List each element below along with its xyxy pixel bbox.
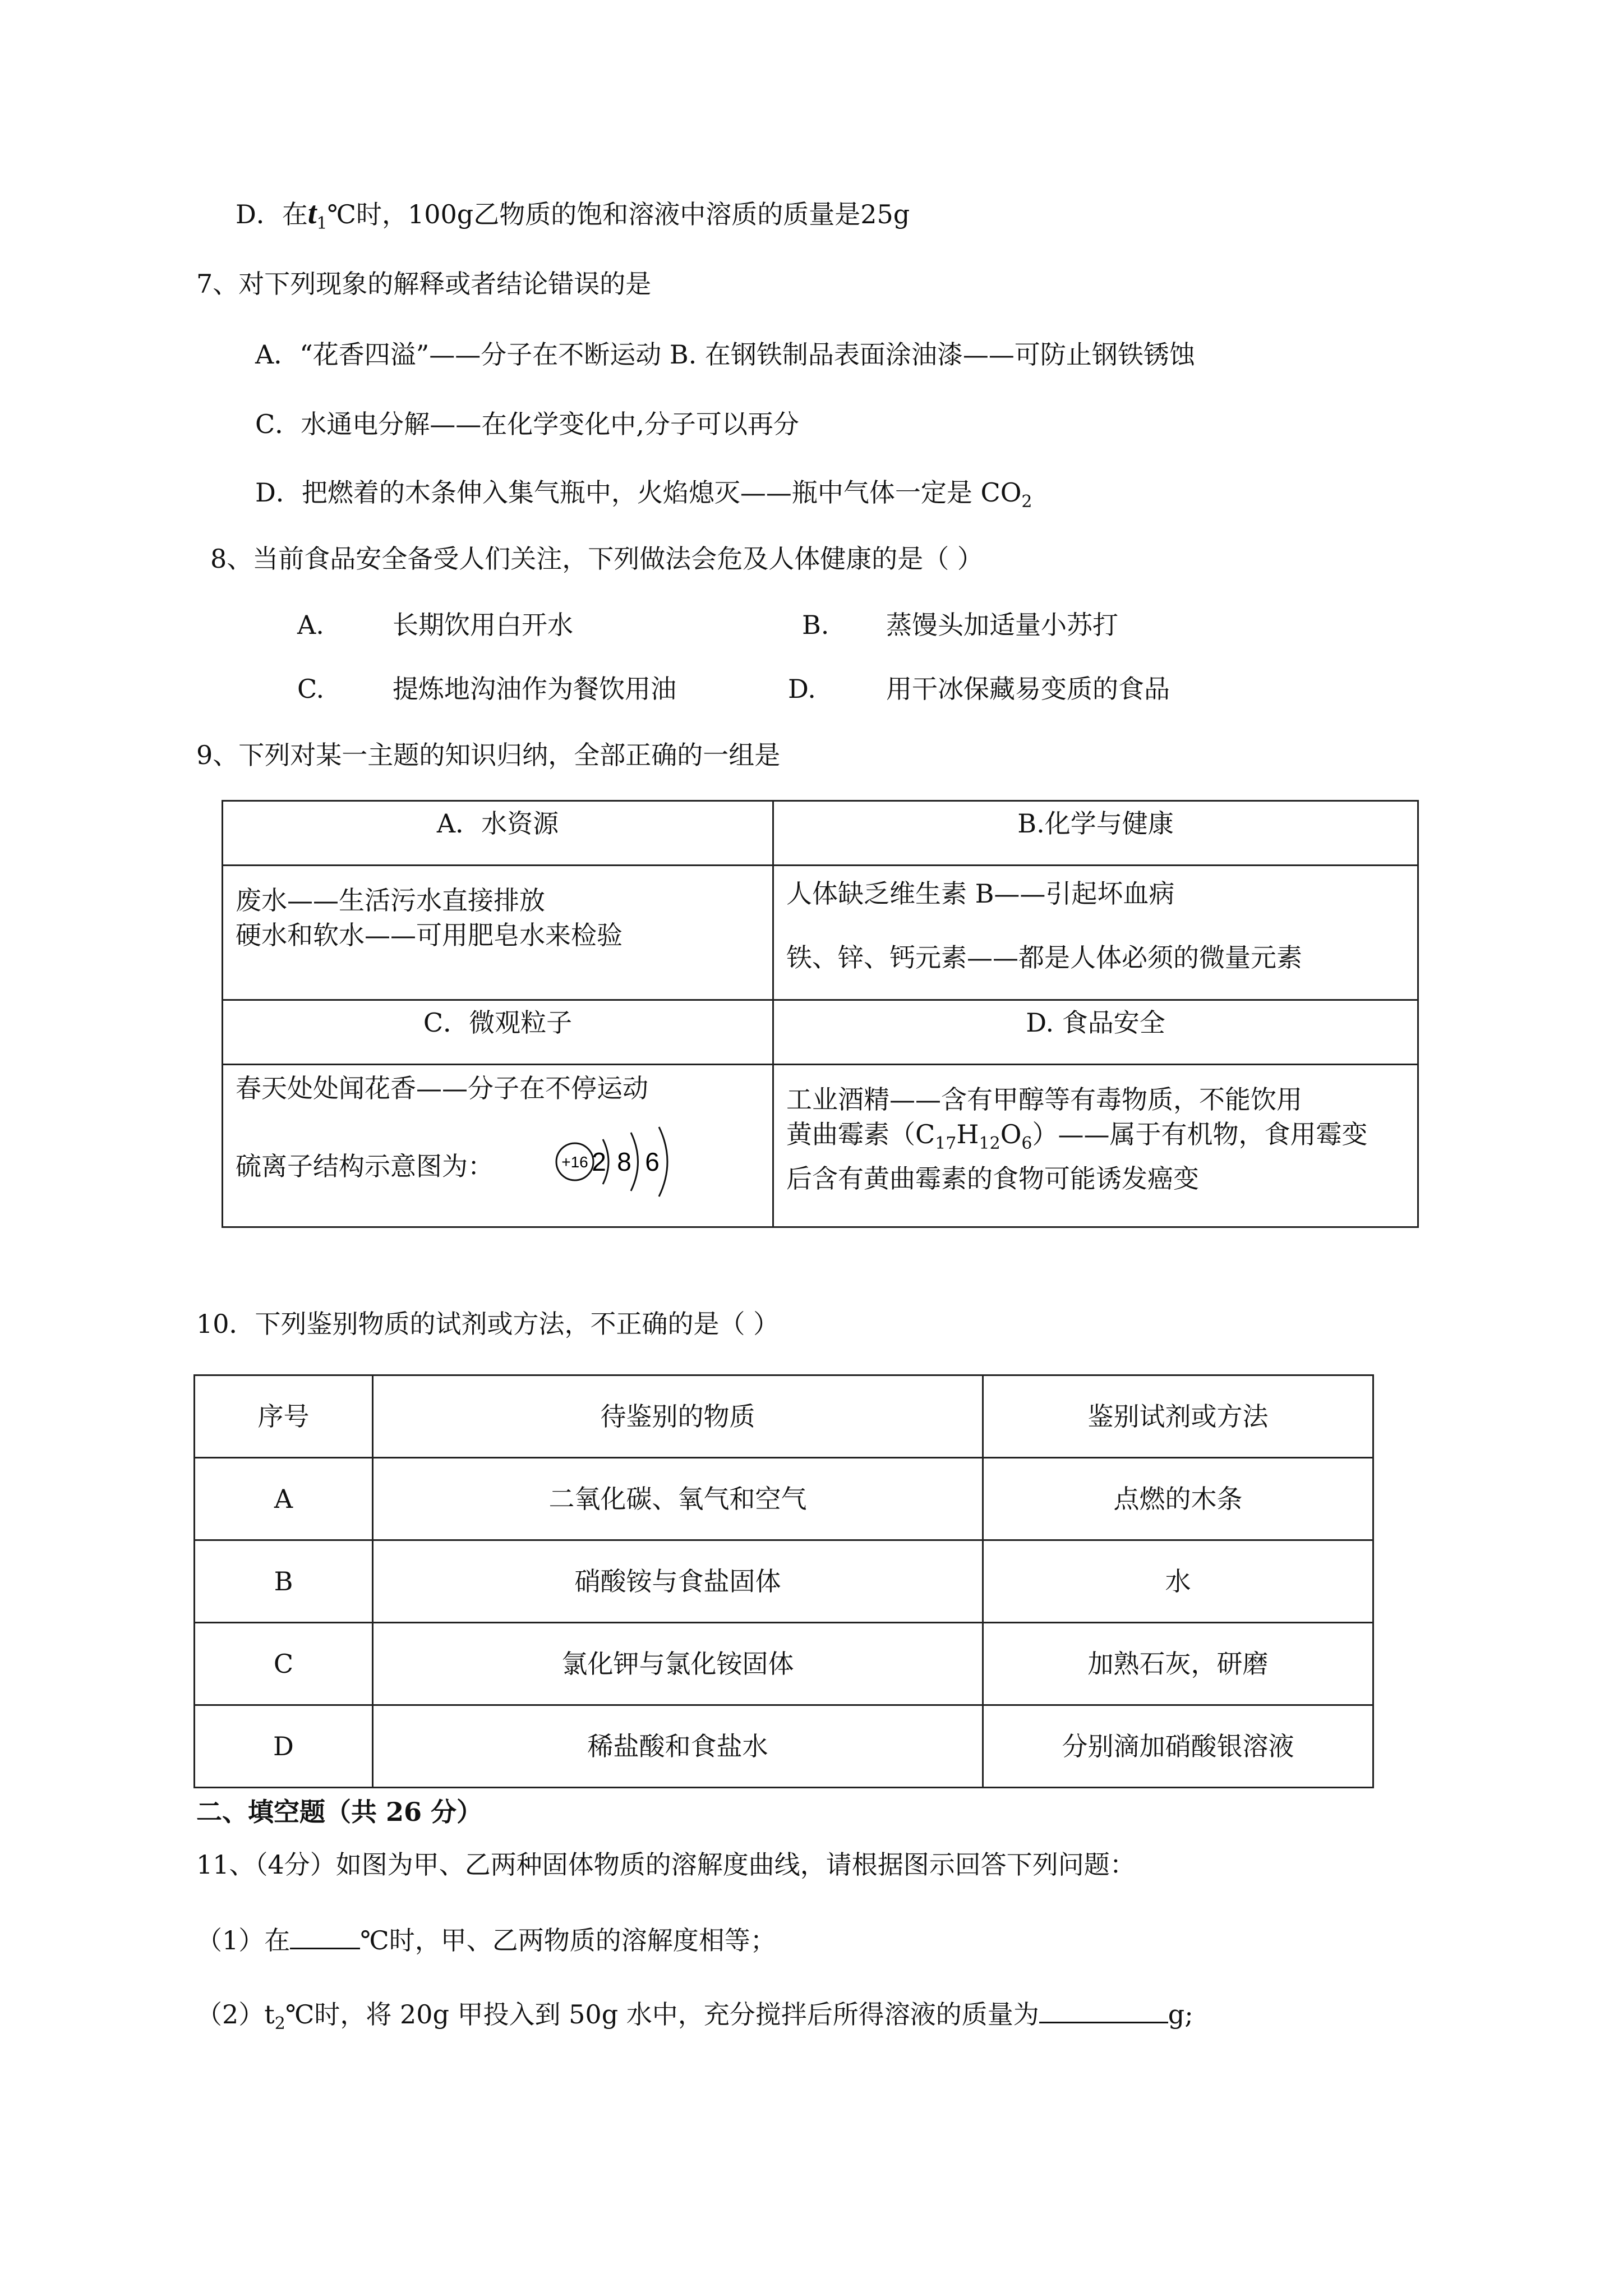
q11-p2-post: g; bbox=[1168, 1999, 1193, 2030]
q8-option-b-text: 蒸馒头加适量小苏打 bbox=[886, 610, 1118, 640]
q9-head-c: C．微观粒子 bbox=[223, 1000, 773, 1065]
q10-cell: 点燃的木条 bbox=[983, 1458, 1373, 1540]
q10-cell: B bbox=[195, 1540, 373, 1623]
q9-cell-c bbox=[223, 1065, 773, 1227]
q9-d-line2-sub3: 6 bbox=[1021, 1134, 1032, 1153]
q10-cell: 水 bbox=[983, 1540, 1373, 1623]
q11-part2 bbox=[196, 1997, 1193, 2041]
q9-d-line1: 工业酒精——含有甲醇等有毒物质，不能饮用 bbox=[786, 1084, 1302, 1115]
q10-header-substances: 待鉴别的物质 bbox=[373, 1375, 983, 1458]
q11-p1-blank[interactable] bbox=[290, 1923, 360, 1949]
q9-b-line2: 铁、锌、钙元素——都是人体必须的微量元素 bbox=[786, 942, 1302, 973]
q9-head-a: A．水资源 bbox=[223, 801, 773, 866]
q7-stem: 7、对下列现象的解释或者结论错误的是 bbox=[196, 269, 652, 299]
q10-cell: 氯化钾与氯化铵固体 bbox=[373, 1623, 983, 1705]
q8-option-d-label: D. bbox=[788, 674, 816, 704]
q9-table bbox=[222, 800, 1419, 1228]
atom-shell-2: 8 bbox=[617, 1147, 631, 1176]
q11-stem: 11、（4分）如图为甲、乙两种固体物质的溶解度曲线，请根据图示回答下列问题： bbox=[196, 1849, 1136, 1880]
q11-p2-sub: 2 bbox=[274, 2014, 285, 2033]
q10-cell: 二氧化碳、氧气和空气 bbox=[373, 1458, 983, 1540]
q9-a-line2: 硬水和软水——可用肥皂水来检验 bbox=[236, 920, 623, 950]
sulfur-ion-diagram bbox=[550, 1122, 695, 1209]
q9-c-line2 bbox=[236, 1122, 760, 1209]
q10-stem: 10．下列鉴别物质的试剂或方法，不正确的是（ ） bbox=[196, 1309, 780, 1339]
q10-cell: C bbox=[195, 1623, 373, 1705]
q10-cell: 硝酸铵与食盐固体 bbox=[373, 1540, 983, 1623]
q8-option-c-label: C. bbox=[297, 674, 325, 704]
q6-d-suffix: ℃时，100g乙物质的饱和溶液中溶质的质量是25g bbox=[327, 199, 910, 229]
q7-d-sub: 2 bbox=[1021, 492, 1032, 512]
q10-cell: D bbox=[195, 1705, 373, 1788]
q9-cell-d bbox=[773, 1065, 1418, 1227]
q8-option-b-label: B. bbox=[802, 610, 829, 640]
q8-stem: 8、当前食品安全备受人们关注，下列做法会危及人体健康的是（ ） bbox=[210, 544, 983, 574]
q10-cell: 加熟石灰，研磨 bbox=[983, 1623, 1373, 1705]
q9-d-line2-h: H bbox=[956, 1119, 979, 1149]
section-2-heading: 二、填空题（共 26 分） bbox=[196, 1797, 483, 1827]
q8-option-d-text: 用干冰保藏易变质的食品 bbox=[886, 674, 1170, 704]
table-row bbox=[195, 1458, 1373, 1540]
q9-c-line1: 春天处处闻花香——分子在不停运动 bbox=[236, 1073, 648, 1103]
q9-d-line2-sub2: 12 bbox=[979, 1134, 1000, 1153]
table-row bbox=[195, 1623, 1373, 1705]
atom-shell-3: 6 bbox=[645, 1147, 660, 1176]
q9-d-line2-post: ）——属于有机物，食用霉变 bbox=[1032, 1119, 1368, 1149]
q6-d-prefix: D．在 bbox=[236, 199, 308, 229]
q10-table bbox=[193, 1374, 1374, 1788]
q11-part1 bbox=[196, 1923, 776, 1957]
q9-d-line3: 后含有黄曲霉素的食物可能诱发癌变 bbox=[786, 1163, 1199, 1194]
q6-d-variable-sub: 1 bbox=[316, 214, 328, 233]
table-row bbox=[195, 1540, 1373, 1623]
q9-head-b: B.化学与健康 bbox=[773, 801, 1418, 866]
q9-d-line2-sub1: 17 bbox=[935, 1134, 957, 1153]
q11-p1-pre: （1）在 bbox=[196, 1925, 291, 1955]
q10-cell: A bbox=[195, 1458, 373, 1540]
q9-cell-b bbox=[773, 866, 1418, 1000]
q6-option-d bbox=[236, 196, 910, 241]
q6-d-variable: t bbox=[307, 196, 317, 231]
q9-b-line1: 人体缺乏维生素 B——引起坏血病 bbox=[786, 878, 1175, 909]
q10-cell: 分别滴加硝酸银溶液 bbox=[983, 1705, 1373, 1788]
table-row bbox=[195, 1705, 1373, 1788]
q10-header-method: 鉴别试剂或方法 bbox=[983, 1375, 1373, 1458]
q11-p2-blank[interactable] bbox=[1039, 1997, 1168, 2023]
q8-option-a-label: A. bbox=[297, 610, 324, 640]
q11-p2-pre: （2）t bbox=[196, 1999, 275, 2030]
q9-cell-a bbox=[223, 866, 773, 1000]
q11-p1-post: ℃时，甲、乙两物质的溶解度相等； bbox=[360, 1925, 776, 1955]
q9-a-line1: 废水——生活污水直接排放 bbox=[236, 885, 545, 915]
atom-shell-1: 2 bbox=[592, 1147, 606, 1176]
atom-nucleus: +16 bbox=[561, 1153, 588, 1171]
q8-option-a-text: 长期饮用白开水 bbox=[393, 610, 573, 640]
q9-c-line2-text: 硫离子结构示意图为： bbox=[236, 1151, 494, 1181]
q10-header-index: 序号 bbox=[195, 1375, 373, 1458]
q9-d-line2-pre: 黄曲霉素（C bbox=[786, 1119, 935, 1149]
q9-d-line2 bbox=[786, 1117, 1405, 1161]
q11-p2-mid: ℃时，将 20g 甲投入到 50g 水中，充分搅拌后所得溶液的质量为 bbox=[285, 1999, 1039, 2030]
q10-cell: 稀盐酸和食盐水 bbox=[373, 1705, 983, 1788]
q9-d-line2-o: O bbox=[1000, 1119, 1022, 1149]
q9-head-d: D. 食品安全 bbox=[773, 1000, 1418, 1065]
q7-option-a: A．“花香四溢”——分子在不断运动 B. 在钢铁制品表面涂油漆——可防止钢铁锈蚀 bbox=[255, 339, 1195, 370]
q7-option-d bbox=[255, 476, 1032, 519]
q9-stem: 9、下列对某一主题的知识归纳，全部正确的一组是 bbox=[196, 740, 781, 770]
q8-option-c-text: 提炼地沟油作为餐饮用油 bbox=[393, 674, 676, 704]
q7-d-text: D．把燃着的木条伸入集气瓶中，火焰熄灭——瓶中气体一定是 CO bbox=[255, 477, 1022, 508]
q7-option-c: C．水通电分解——在化学变化中,分子可以再分 bbox=[255, 409, 799, 439]
